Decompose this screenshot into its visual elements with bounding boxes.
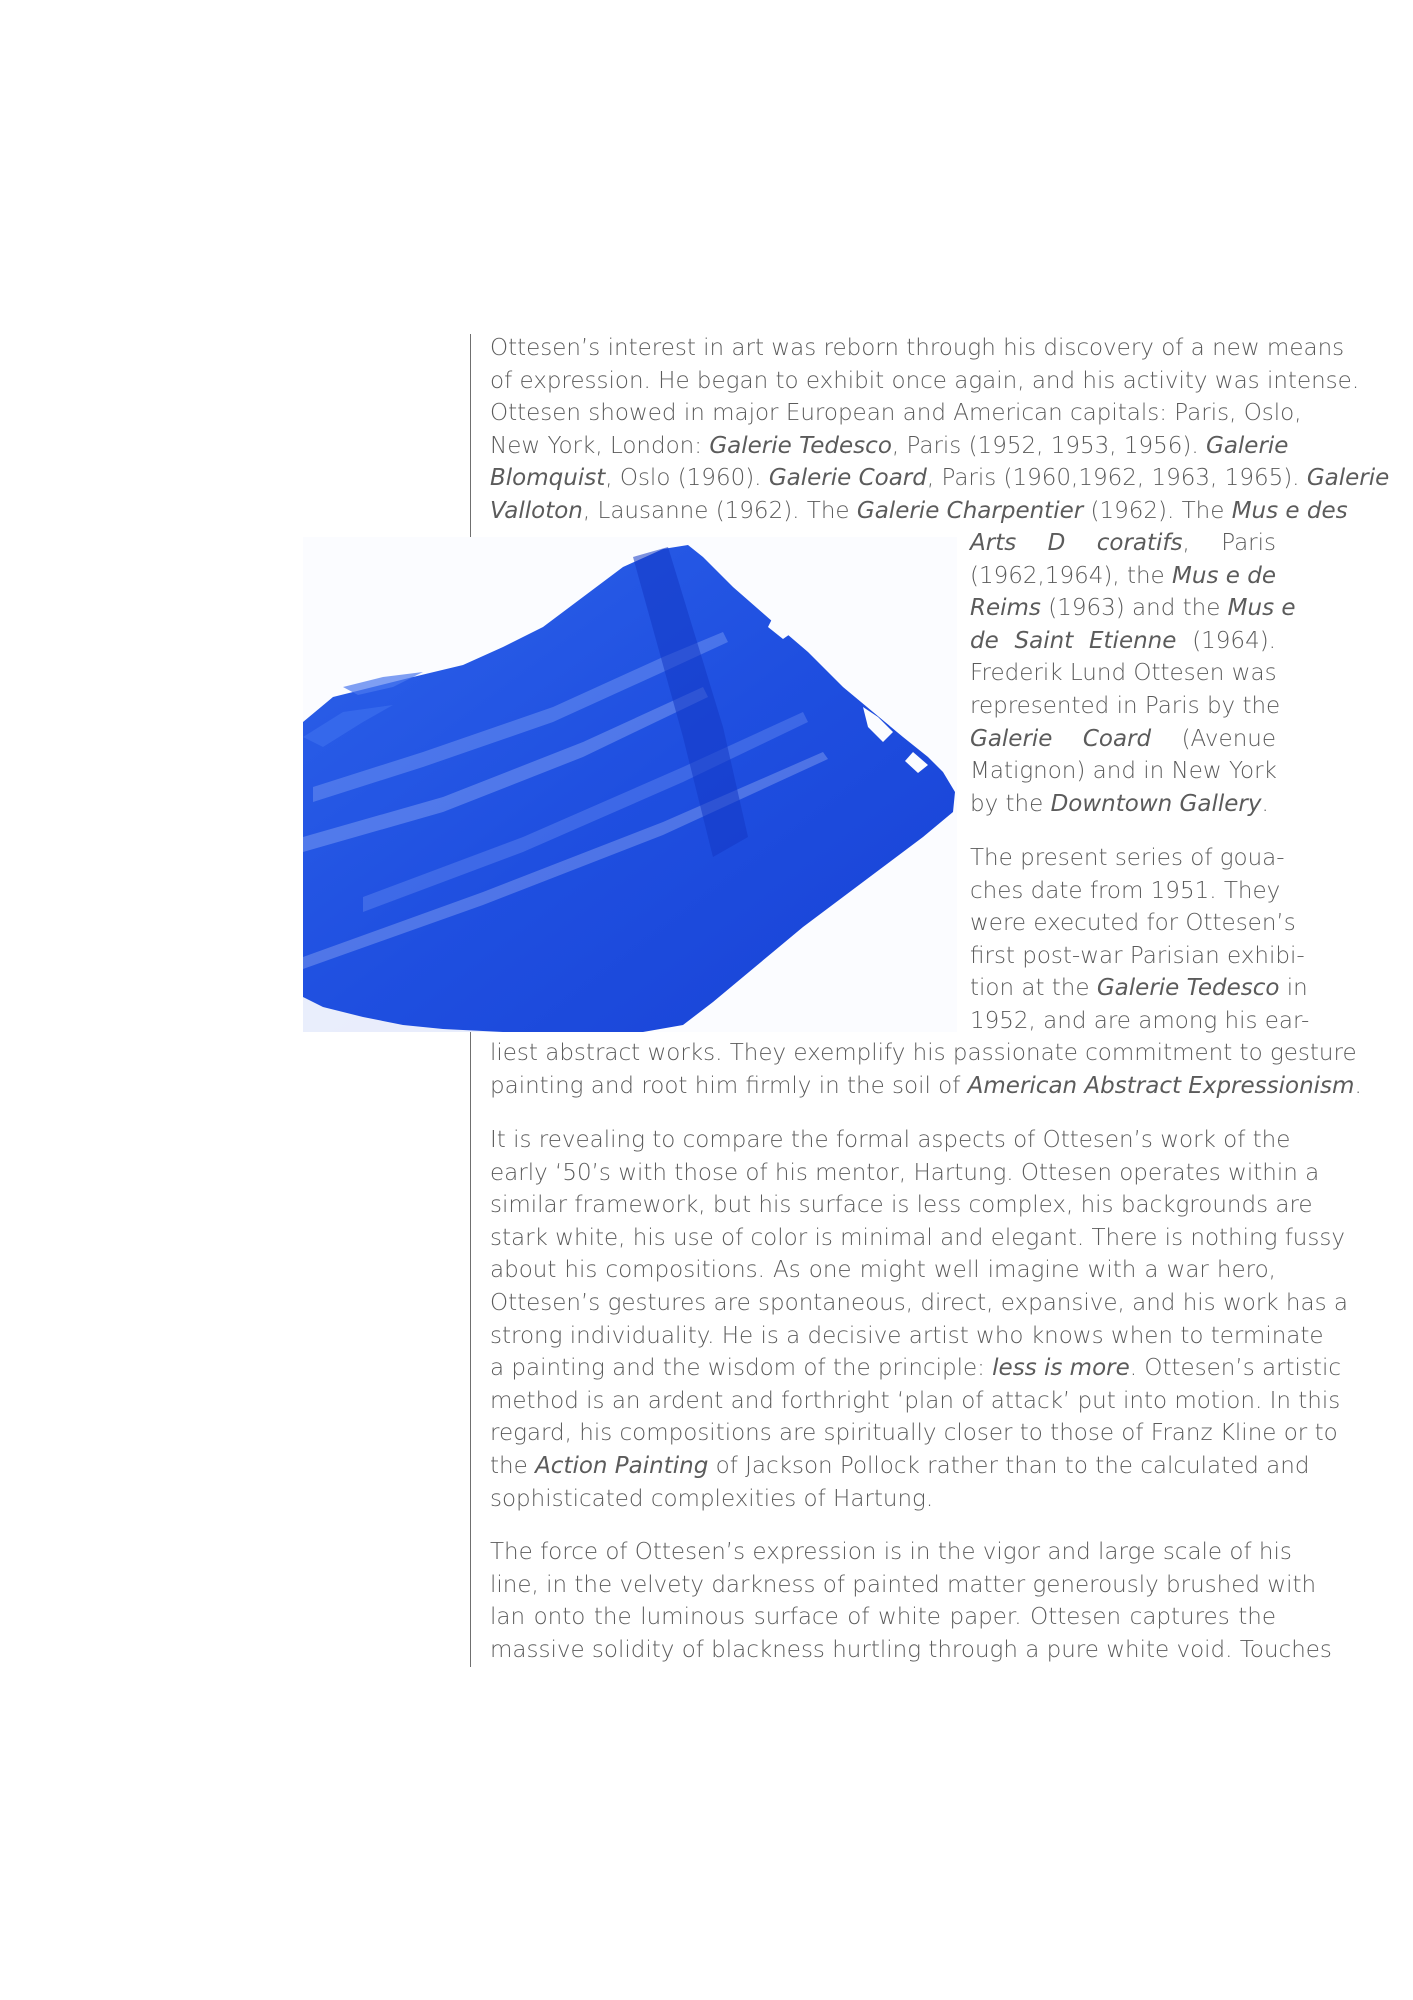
text-run: , Paris (1952, 1953, 1956). xyxy=(891,432,1206,459)
text-line xyxy=(970,592,1296,625)
text-run: , Paris (1960,1962, 1963, 1965). xyxy=(926,465,1307,492)
text-line xyxy=(490,332,1345,365)
text-run: stark white, his use of color is minimal and elegant. There is nothing fussy xyxy=(490,1224,1345,1251)
text-run: the xyxy=(490,1452,536,1479)
text-line xyxy=(490,1450,1310,1483)
text-line xyxy=(490,1601,1276,1634)
text-run: line, in the velvety darkness of painted matter generously brushed with xyxy=(490,1571,1317,1598)
text-run: . xyxy=(1354,1072,1362,1099)
text-line xyxy=(970,657,1276,690)
text-line xyxy=(490,1124,1291,1157)
text-run: Ottesen showed in major European and American capitals: Paris, Oslo, xyxy=(490,400,1302,427)
text-line xyxy=(490,1569,1317,1602)
paragraph-museums xyxy=(970,527,1296,820)
text-line xyxy=(490,1070,1362,1103)
text-run: by the xyxy=(970,790,1051,817)
text-line xyxy=(490,1222,1345,1255)
text-line xyxy=(970,527,1276,560)
text-run: similar framework, but his surface is less complex, his backgrounds are xyxy=(490,1192,1313,1219)
text-run: a painting and the wisdom of the principle: xyxy=(490,1355,993,1382)
text-line xyxy=(970,788,1276,821)
italic-text: Valloton xyxy=(490,497,583,524)
paragraph-exhibitions xyxy=(490,332,1390,528)
text-run: tion at the xyxy=(970,975,1097,1002)
text-line xyxy=(490,495,1348,528)
text-line xyxy=(490,1157,1320,1190)
text-run: , Lausanne (1962). The xyxy=(582,497,857,524)
text-run: The force of Ottesen’s expression is in the vigor and large scale of his xyxy=(490,1539,1292,1565)
text-run: liest abstract works. They exemplify his passionate commitment to gesture xyxy=(490,1040,1357,1066)
italic-text: Mus e des xyxy=(1231,497,1348,524)
text-line xyxy=(970,723,1276,756)
gouache-painting-image xyxy=(303,537,957,1032)
italic-text: Galerie Coard xyxy=(768,465,927,492)
text-line xyxy=(490,365,1360,398)
text-run: (Avenue xyxy=(1151,725,1276,752)
text-line xyxy=(490,1417,1338,1450)
italic-text: less is more xyxy=(992,1355,1130,1382)
text-run: method is an ardent and forthright ‘plan of attack’ put into motion. In this xyxy=(490,1387,1341,1414)
text-run: The present series of goua- xyxy=(970,845,1285,871)
text-run: 1952, and are among his ear- xyxy=(970,1007,1310,1034)
text-line xyxy=(490,1634,1332,1667)
text-line xyxy=(490,397,1302,430)
text-line xyxy=(490,1352,1341,1385)
text-line xyxy=(970,940,1305,973)
text-run: massive solidity of blackness hurtling through a pure white void. Touches xyxy=(490,1636,1332,1663)
text-line xyxy=(490,1385,1341,1418)
text-run: regard, his compositions are spiritually closer to those of Franz Kline or to xyxy=(490,1420,1338,1447)
text-run: painting and root him firmly in the soil of xyxy=(490,1072,968,1099)
text-run: about his compositions. As one might well imagine with a war hero, xyxy=(490,1257,1276,1284)
text-line xyxy=(490,1189,1313,1222)
italic-text: Galerie Tedesco xyxy=(1096,975,1280,1002)
text-run: sophisticated complexities of Hartung. xyxy=(490,1485,934,1512)
italic-text: Galerie Tedesco xyxy=(709,432,892,459)
text-line xyxy=(970,842,1285,875)
text-run: Frederik Lund Ottesen was xyxy=(970,660,1277,687)
text-line xyxy=(970,625,1276,658)
paragraph-comparison xyxy=(490,1124,1348,1515)
text-run: , Oslo (1960). xyxy=(605,465,769,492)
text-run: . xyxy=(1261,790,1269,817)
italic-text: Reims xyxy=(970,595,1041,622)
text-run: represented in Paris by the xyxy=(970,692,1281,719)
text-run: were executed for Ottesen’s xyxy=(970,910,1296,937)
text-line xyxy=(490,1536,1292,1569)
paragraph-gouaches-continued xyxy=(490,1037,1362,1102)
text-line xyxy=(490,1254,1276,1287)
italic-text: Mus e xyxy=(1227,595,1296,622)
italic-text: Arts D coratifs xyxy=(970,530,1183,556)
text-line xyxy=(490,1287,1348,1320)
paragraph-gouaches xyxy=(970,842,1310,1038)
text-run: (1963) and the xyxy=(1040,595,1228,622)
text-run: (1964). xyxy=(1176,627,1276,654)
text-run: New York, London: xyxy=(490,432,710,459)
text-line xyxy=(970,972,1308,1005)
paint-stroke-main xyxy=(303,545,955,1032)
text-run: in xyxy=(1279,975,1308,1002)
text-run: first post-war Parisian exhibi- xyxy=(970,942,1305,969)
italic-text: Blomquist xyxy=(490,465,606,492)
text-line xyxy=(970,690,1281,723)
italic-text: de Saint Etienne xyxy=(970,627,1177,654)
text-line xyxy=(970,1005,1310,1038)
text-line xyxy=(490,1320,1324,1353)
paragraph-force xyxy=(490,1536,1332,1666)
italic-text: Mus e de xyxy=(1172,562,1276,589)
text-run: Ottesen’s gestures are spontaneous, direct, expansive, and his work has a xyxy=(490,1289,1348,1316)
text-run: It is revealing to compare the formal aspects of Ottesen’s work of the xyxy=(490,1127,1291,1153)
text-run: Matignon) and in New York xyxy=(970,758,1277,785)
text-line xyxy=(970,560,1276,593)
text-run: (1962). The xyxy=(1083,497,1232,524)
text-run: . Ottesen’s artistic xyxy=(1129,1355,1341,1382)
text-line xyxy=(970,907,1296,940)
text-run: (1962,1964), the xyxy=(970,562,1173,589)
italic-text: Galerie Charpentier xyxy=(856,497,1084,524)
text-run: , Paris xyxy=(1182,530,1276,556)
text-run: lan onto the luminous surface of white paper. Ottesen captures the xyxy=(490,1604,1276,1631)
text-line xyxy=(490,1037,1357,1070)
text-line xyxy=(490,1483,1276,1516)
text-run: strong individuality. He is a decisive artist who knows when to terminate xyxy=(490,1322,1324,1349)
italic-text: Downtown Gallery xyxy=(1050,790,1262,817)
text-line xyxy=(970,875,1281,908)
italic-text: Galerie Coard xyxy=(970,725,1152,752)
text-run: Ottesen’s interest in art was reborn through his discovery of a new means xyxy=(490,335,1345,361)
italic-text: Galerie xyxy=(1206,432,1289,459)
text-run: of expression. He began to exhibit once again, and his activity was intense. xyxy=(490,367,1360,394)
text-line xyxy=(490,430,1289,463)
text-run: ches date from 1951. They xyxy=(970,877,1281,904)
text-run: of Jackson Pollock rather than to the calculated and xyxy=(708,1452,1310,1479)
italic-text: American Abstract Expressionism xyxy=(967,1072,1355,1099)
text-run: early ‘50’s with those of his mentor, Hartung. Ottesen operates within a xyxy=(490,1159,1320,1186)
italic-text: Action Painting xyxy=(535,1452,709,1479)
text-line xyxy=(970,755,1276,788)
italic-text: Galerie xyxy=(1306,465,1390,492)
text-line xyxy=(490,462,1390,495)
